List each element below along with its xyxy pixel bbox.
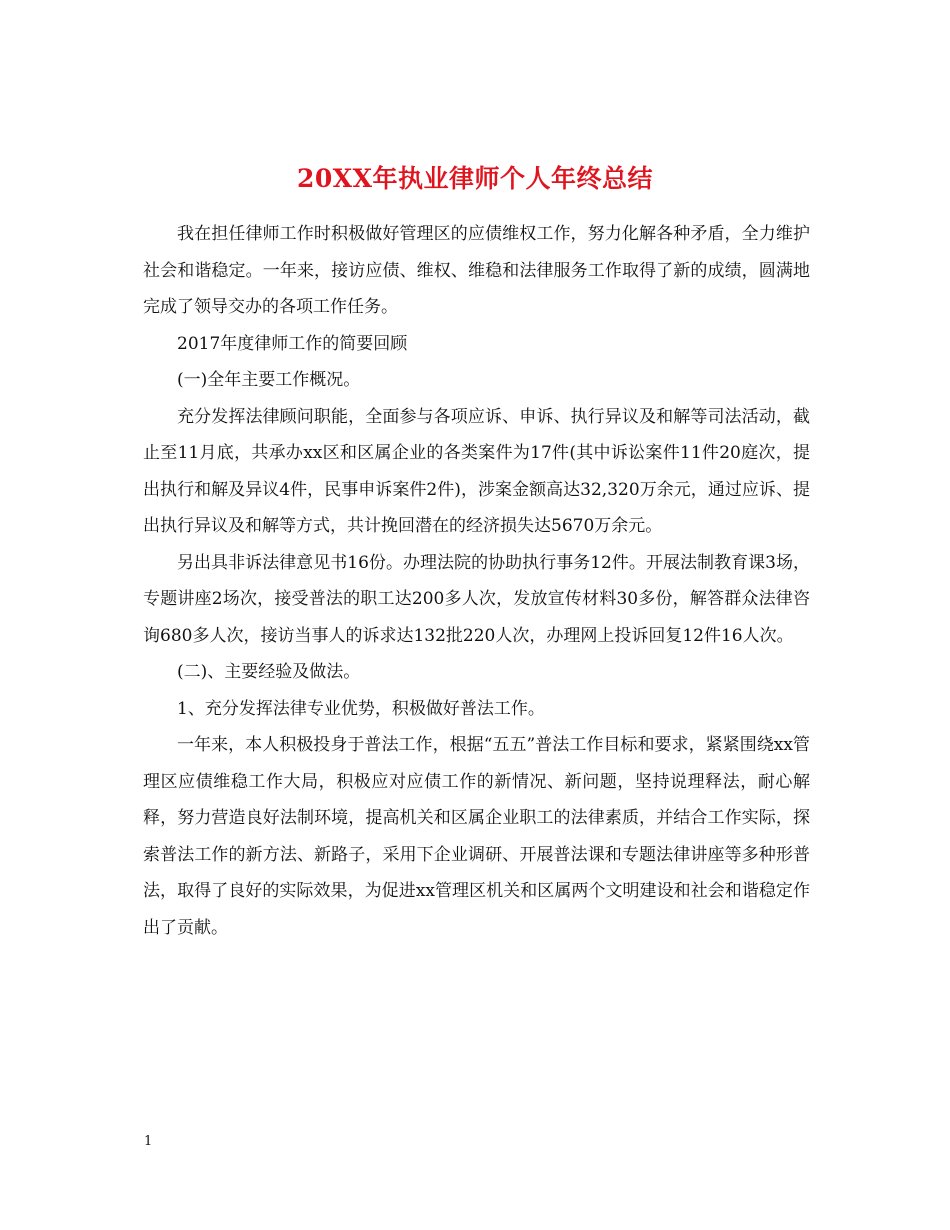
paragraph-point-1-detail: 一年来，本人积极投身于普法工作，根据“五五”普法工作目标和要求，紧紧围绕xx管理区应债维稳工作大局，积极应对应债工作的新情况、新问题，坚持说理释法，耐心解释，努力营造良好法制环境，提高机关和区属企业职工的法律素质，并结合工作实际，探索普法工作的新方法、新路子，采用下企业调研、开展普法课和专题法律讲座等多种形普法，取得了良好的实际效果，为促进xx管理区机关和区属两个文明建设和社会和谐稳定作出了贡献。 bbox=[143, 735, 810, 938]
document-title: 20XX年执业律师个人年终总结 bbox=[296, 163, 654, 193]
paragraph-section-heading: 2017年度律师工作的简要回顾 bbox=[177, 333, 408, 354]
paragraph-point-1-heading: 1、充分发挥法律专业优势，积极做好普法工作。 bbox=[177, 698, 545, 719]
document-body bbox=[143, 216, 810, 946]
page-number: 1 bbox=[144, 1134, 153, 1149]
paragraph-subheading-overview: (一)全年主要工作概况。 bbox=[177, 370, 361, 390]
paragraph-case-summary: 充分发挥法律顾问职能，全面参与各项应诉、申诉、执行异议及和解等司法活动，截止至11月底，共承办xx区和区属企业的各类案件为17件(其中诉讼案件11件20庭次，提出执行和解及异议4件，民事申诉案件2件)，涉案金额高达32,320万余元，通过应诉、提出执行异议及和解等方式，共计挽回潜在的经济损失达5670万余元。 bbox=[143, 406, 810, 536]
paragraph-intro: 我在担任律师工作时积极做好管理区的应债维权工作，努力化解各种矛盾，全力维护社会和谐稳定。一年来，接访应债、维权、维稳和法律服务工作取得了新的成绩，圆满地完成了领导交办的各项工作任务。 bbox=[143, 224, 810, 317]
paragraph-subheading-experience: (二)、主要经验及做法。 bbox=[177, 662, 361, 682]
paragraph-nonlitigation-summary: 另出具非诉法律意见书16份。办理法院的协助执行事务12件。开展法制教育课3场，专题讲座2场次，接受普法的职工达200多人次，发放宣传材料30多份，解答群众法律咨询680多人次，接访当事人的诉求达132批220人次，办理网上投诉回复12件16人次。 bbox=[143, 552, 810, 646]
